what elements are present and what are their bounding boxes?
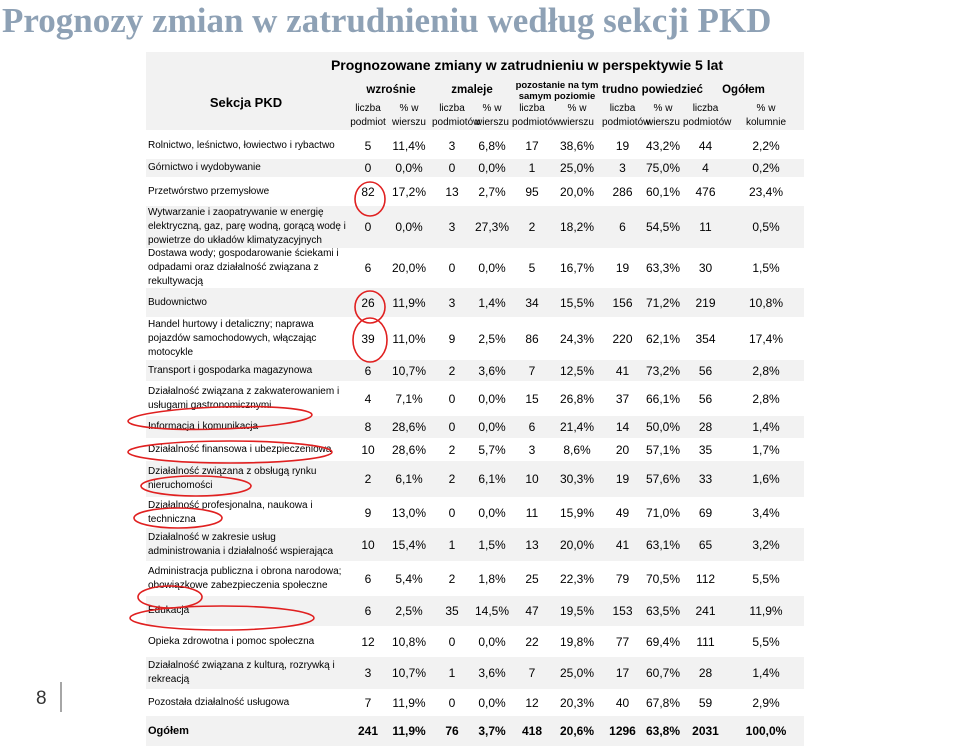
row-label: Przetwórstwo przemysłowe bbox=[148, 185, 270, 197]
table-cell: 82 bbox=[361, 184, 375, 199]
table-cell: 6 bbox=[619, 220, 626, 234]
column-subheader: liczba bbox=[519, 103, 545, 114]
table-cell: 5,7% bbox=[478, 442, 506, 457]
table-cell: 11,9% bbox=[749, 604, 783, 618]
column-subheader: liczba bbox=[692, 103, 719, 114]
table-cell: 43,2% bbox=[645, 138, 681, 153]
table-cell: 19 bbox=[615, 472, 630, 486]
column-subheader: podmiotów bbox=[683, 117, 732, 128]
table-cell: 3 bbox=[528, 442, 536, 457]
table-cell: 286 bbox=[612, 184, 633, 199]
table-cell: 15,5% bbox=[559, 295, 595, 310]
table-cell: 0,0% bbox=[478, 695, 506, 710]
table-cell: 241 bbox=[695, 604, 716, 618]
table-cell: 220 bbox=[612, 331, 633, 346]
table-cell: 20,6% bbox=[559, 724, 595, 738]
table-cell: 69 bbox=[698, 505, 713, 520]
table-cell: 59 bbox=[698, 695, 713, 710]
table-cell: 17 bbox=[525, 138, 539, 153]
table-cell: 24,3% bbox=[559, 331, 595, 346]
table-cell: 0,0% bbox=[478, 391, 506, 406]
table-cell: 35 bbox=[698, 442, 713, 457]
table-cell: 10 bbox=[361, 442, 375, 457]
table-cell: 20,0% bbox=[559, 537, 595, 552]
table-cell: 11,4% bbox=[392, 138, 426, 153]
table-cell: 15 bbox=[525, 391, 539, 406]
table-row bbox=[146, 317, 804, 360]
table-cell: 1,7% bbox=[752, 442, 780, 457]
table-cell: 34 bbox=[525, 295, 539, 310]
table-cell: 6,1% bbox=[478, 472, 506, 486]
table-cell: 2031 bbox=[692, 724, 719, 738]
table-cell: 5,4% bbox=[395, 571, 423, 586]
table-cell: 37 bbox=[615, 391, 630, 406]
table-cell: 2,5% bbox=[395, 604, 423, 618]
table-cell: 1296 bbox=[609, 724, 636, 738]
row-label: Pozostała działalność usługowa bbox=[148, 696, 290, 708]
table-cell: 6 bbox=[364, 571, 372, 586]
table-cell: 6 bbox=[364, 363, 372, 378]
column-subheader: liczba bbox=[609, 103, 636, 114]
table-cell: 476 bbox=[695, 184, 716, 199]
table-cell: 418 bbox=[521, 724, 543, 738]
table-row bbox=[146, 461, 804, 497]
table-row bbox=[146, 716, 804, 746]
table-row bbox=[146, 528, 804, 561]
table-cell: 23,4% bbox=[748, 184, 784, 199]
table-cell: 25,0% bbox=[559, 666, 595, 680]
column-subheader: wierszu bbox=[560, 117, 594, 128]
table-cell: 6,8% bbox=[478, 138, 506, 153]
table-cell: 35 bbox=[445, 604, 459, 618]
table-cell: 22 bbox=[525, 634, 539, 649]
employment-forecast-table bbox=[146, 52, 804, 738]
table-cell: 0,2% bbox=[752, 161, 780, 175]
row-header: Sekcja PKD bbox=[209, 95, 283, 110]
table-cell: 1 bbox=[528, 161, 536, 175]
column-subheader: % w bbox=[756, 103, 776, 114]
table-cell: 111 bbox=[696, 634, 715, 649]
row-label: Administracja publiczna i obrona narodowa; obowiązkowe zabezpieczenia społeczne bbox=[148, 565, 342, 591]
table-cell: 3 bbox=[448, 220, 456, 234]
table-cell: 66,1% bbox=[645, 391, 681, 406]
table-cell: 50,0% bbox=[645, 420, 681, 434]
table-row bbox=[146, 438, 804, 461]
table-cell: 0,0% bbox=[478, 161, 506, 175]
table-cell: 4 bbox=[702, 161, 709, 175]
row-label: Budownictwo bbox=[148, 296, 207, 308]
table-cell: 14 bbox=[615, 420, 630, 434]
table-cell: 41 bbox=[615, 537, 630, 552]
table-cell: 2 bbox=[448, 363, 456, 378]
table-cell: 62,1% bbox=[645, 331, 681, 346]
table-cell: 3 bbox=[364, 666, 372, 680]
table-cell: 15,4% bbox=[391, 537, 427, 552]
table-cell: 2,7% bbox=[478, 184, 506, 199]
table-cell: 10,8% bbox=[391, 634, 427, 649]
table-cell: 16,7% bbox=[559, 261, 595, 275]
table-cell: 7 bbox=[528, 363, 536, 378]
table-cell: 11,0% bbox=[392, 331, 426, 346]
table-cell: 2 bbox=[448, 472, 456, 486]
group-header: Ogółem bbox=[722, 84, 765, 96]
table-cell: 2,2% bbox=[752, 138, 780, 153]
row-label: Działalność finansowa i ubezpieczeniowa bbox=[148, 443, 332, 455]
row-label: Ogółem bbox=[148, 725, 189, 737]
row-label: Dostawa wody; gospodarowanie ściekami i odpadami oraz działalność związana z rekultywacją bbox=[148, 248, 339, 287]
table-cell: 1,5% bbox=[478, 537, 506, 552]
table-cell: 112 bbox=[695, 571, 716, 586]
table-cell: 6,1% bbox=[395, 472, 423, 486]
table-cell: 11,9% bbox=[392, 724, 426, 738]
table-cell: 25 bbox=[525, 571, 539, 586]
group-header: zmaleje bbox=[451, 84, 493, 96]
table-cell: 10,7% bbox=[391, 666, 427, 680]
row-label: Górnictwo i wydobywanie bbox=[148, 162, 261, 173]
column-subheader: liczba bbox=[439, 103, 465, 114]
table-cell: 20,0% bbox=[559, 184, 595, 199]
table-cell: 30,3% bbox=[559, 472, 595, 486]
table-cell: 63,8% bbox=[645, 724, 681, 738]
table-cell: 3,2% bbox=[752, 537, 780, 552]
row-label: Działalność związana z obsługą rynku nieruchomości bbox=[148, 466, 317, 491]
table-cell: 153 bbox=[612, 604, 633, 618]
table-cell: 19,8% bbox=[559, 634, 595, 649]
table-cell: 0 bbox=[448, 634, 456, 649]
table-cell: 1,6% bbox=[752, 472, 780, 486]
column-subheader: % w bbox=[482, 103, 502, 114]
table-cell: 20 bbox=[615, 442, 630, 457]
table-cell: 65 bbox=[698, 537, 713, 552]
table-cell: 1,5% bbox=[752, 261, 780, 275]
table-cell: 0 bbox=[448, 261, 456, 275]
table-cell: 0,0% bbox=[478, 261, 506, 275]
table-cell: 0 bbox=[448, 695, 456, 710]
table-cell: 3,6% bbox=[478, 666, 506, 680]
table-cell: 10 bbox=[361, 537, 375, 552]
table-cell: 44 bbox=[698, 138, 713, 153]
table-cell: 4 bbox=[364, 391, 372, 406]
table-cell: 19,5% bbox=[559, 604, 595, 618]
group-header: trudno powiedzieć bbox=[602, 84, 703, 96]
table-cell: 1,4% bbox=[478, 295, 506, 310]
table-cell: 0,0% bbox=[478, 505, 506, 520]
table-cell: 2,5% bbox=[478, 331, 506, 346]
table-cell: 3 bbox=[448, 138, 456, 153]
table-cell: 28 bbox=[698, 420, 713, 434]
table-cell: 63,5% bbox=[645, 604, 681, 618]
table-cell: 22,3% bbox=[559, 571, 595, 586]
table-cell: 2,9% bbox=[752, 695, 780, 710]
table-cell: 25,0% bbox=[559, 161, 595, 175]
table-cell: 26 bbox=[361, 295, 375, 310]
table-cell: 10 bbox=[525, 472, 539, 486]
row-label: Handel hurtowy i detaliczny; naprawa pojazdów samochodowych, włączając motocykle bbox=[148, 318, 317, 358]
table-row bbox=[146, 159, 804, 177]
table-row bbox=[146, 248, 804, 288]
table-cell: 77 bbox=[615, 634, 630, 649]
table-cell: 9 bbox=[448, 331, 456, 346]
table-cell: 5,5% bbox=[752, 634, 780, 649]
column-subheader: liczba bbox=[355, 103, 381, 114]
row-label: Działalność związana z kulturą, rozrywką i rekreacją bbox=[148, 660, 335, 685]
table-row bbox=[146, 689, 804, 716]
table-cell: 2,8% bbox=[752, 391, 780, 406]
table-cell: 63,3% bbox=[645, 261, 681, 275]
table-cell: 75,0% bbox=[645, 161, 681, 175]
table-cell: 0,0% bbox=[478, 420, 506, 434]
table-cell: 49 bbox=[615, 505, 630, 520]
table-cell: 28,6% bbox=[391, 420, 427, 434]
table-cell: 13 bbox=[525, 537, 539, 552]
table-cell: 28,6% bbox=[391, 442, 427, 457]
column-subheader: % w bbox=[567, 103, 587, 114]
table-cell: 7 bbox=[528, 666, 536, 680]
table-cell: 0,0% bbox=[478, 634, 506, 649]
table-cell: 60,1% bbox=[645, 184, 681, 199]
table-cell: 13 bbox=[445, 184, 459, 199]
table-cell: 56 bbox=[698, 363, 713, 378]
table-cell: 219 bbox=[695, 295, 716, 310]
table-cell: 100,0% bbox=[745, 724, 787, 738]
table-cell: 28 bbox=[698, 666, 713, 680]
table-cell: 71,0% bbox=[645, 505, 681, 520]
column-subheader: % w bbox=[399, 103, 419, 114]
table-cell: 19 bbox=[615, 138, 630, 153]
table-cell: 7,1% bbox=[395, 391, 423, 406]
table-cell: 10,8% bbox=[748, 295, 784, 310]
table-cell: 0,5% bbox=[752, 220, 780, 234]
table-cell: 70,5% bbox=[645, 571, 681, 586]
row-label: Działalność profesjonalna, naukowa i techniczna bbox=[148, 499, 313, 525]
table-row bbox=[146, 360, 804, 381]
table-cell: 1,4% bbox=[752, 420, 780, 434]
main-header: Prognozowane zmiany w zatrudnieniu w perspektywie 5 lat bbox=[330, 57, 724, 73]
table-cell: 6 bbox=[364, 261, 372, 275]
column-subheader: wierszu bbox=[392, 117, 426, 128]
table-cell: 41 bbox=[615, 363, 630, 378]
group-header: wzrośnie bbox=[366, 84, 416, 96]
table-cell: 15,9% bbox=[559, 505, 595, 520]
table-cell: 2 bbox=[448, 442, 456, 457]
row-label: Transport i gospodarka magazynowa bbox=[148, 364, 313, 376]
table-row bbox=[146, 206, 804, 248]
table-cell: 27,3% bbox=[474, 220, 510, 234]
table-cell: 47 bbox=[525, 604, 539, 618]
column-subheader: podmiotów bbox=[512, 117, 561, 128]
row-label: Informacja i komunikacja bbox=[148, 421, 259, 432]
table-cell: 20,0% bbox=[391, 261, 427, 275]
table-cell: 95 bbox=[525, 184, 539, 199]
table-cell: 73,2% bbox=[645, 363, 681, 378]
table-cell: 79 bbox=[615, 571, 630, 586]
table-cell: 40 bbox=[615, 695, 630, 710]
table-cell: 2 bbox=[448, 571, 456, 586]
row-label: Wytwarzanie i zaopatrywanie w energię elektryczną, gaz, parę wodną, gorącą wodę i powietrze do układów klimatyzacyjnych bbox=[148, 207, 346, 246]
table-cell: 67,8% bbox=[645, 695, 681, 710]
table-row bbox=[146, 561, 804, 596]
table-cell: 1,8% bbox=[478, 571, 506, 586]
table-cell: 12 bbox=[361, 634, 375, 649]
table-cell: 69,4% bbox=[645, 634, 681, 649]
table-cell: 0,0% bbox=[395, 161, 423, 175]
table-cell: 0 bbox=[364, 220, 372, 234]
table-cell: 9 bbox=[364, 505, 372, 520]
table-cell: 0 bbox=[448, 161, 456, 175]
table-row bbox=[146, 177, 804, 206]
column-subheader: podmiot bbox=[350, 117, 386, 128]
table-row bbox=[146, 381, 804, 416]
table-cell: 0 bbox=[364, 161, 372, 175]
table-cell: 5,5% bbox=[752, 571, 780, 586]
table-cell: 33 bbox=[698, 472, 713, 486]
table-cell: 19 bbox=[615, 261, 630, 275]
table-cell: 71,2% bbox=[645, 295, 681, 310]
table-cell: 63,1% bbox=[645, 537, 681, 552]
table-cell: 12 bbox=[525, 695, 539, 710]
table-cell: 10,7% bbox=[391, 363, 427, 378]
table-row bbox=[146, 132, 804, 159]
table-cell: 3 bbox=[619, 161, 626, 175]
row-label: Działalność w zakresie usług administrowania i działalność wspierająca bbox=[148, 531, 334, 557]
table-row bbox=[146, 416, 804, 438]
table-cell: 20,3% bbox=[559, 695, 595, 710]
page-number: 8 bbox=[36, 688, 47, 709]
table-cell: 0 bbox=[448, 505, 456, 520]
table-cell: 354 bbox=[695, 331, 716, 346]
table-cell: 2 bbox=[364, 472, 372, 486]
table-cell: 39 bbox=[361, 331, 375, 346]
table-cell: 14,5% bbox=[474, 604, 510, 618]
table-cell: 54,5% bbox=[645, 220, 681, 234]
table-row bbox=[146, 657, 804, 689]
table-cell: 1,4% bbox=[752, 666, 780, 680]
column-subheader: kolumnie bbox=[745, 117, 787, 128]
table-cell: 241 bbox=[357, 724, 379, 738]
table-cell: 3,4% bbox=[752, 505, 780, 520]
table-cell: 57,6% bbox=[645, 472, 681, 486]
table-cell: 7 bbox=[364, 695, 372, 710]
table-cell: 3 bbox=[448, 295, 456, 310]
table-cell: 86 bbox=[525, 331, 539, 346]
table-cell: 57,1% bbox=[645, 442, 681, 457]
table-cell: 18,2% bbox=[559, 220, 595, 234]
table-cell: 0 bbox=[448, 420, 456, 434]
table-cell: 76 bbox=[445, 724, 459, 738]
table-cell: 8 bbox=[364, 420, 372, 434]
table-cell: 21,4% bbox=[559, 420, 595, 434]
table-cell: 6 bbox=[528, 420, 536, 434]
table-cell: 0,0% bbox=[395, 220, 423, 234]
table-cell: 156 bbox=[612, 295, 633, 310]
column-subheader: podmiotów bbox=[432, 117, 481, 128]
table-cell: 8,6% bbox=[563, 442, 591, 457]
table-cell: 38,6% bbox=[559, 138, 595, 153]
table-cell: 2,8% bbox=[752, 363, 780, 378]
table-cell: 3,7% bbox=[478, 724, 506, 738]
group-header: pozostanie na tym bbox=[515, 80, 599, 91]
table-cell: 17,4% bbox=[748, 331, 784, 346]
table-cell: 1 bbox=[448, 537, 456, 552]
column-subheader: podmiotów bbox=[602, 117, 651, 128]
group-header: samym poziomie bbox=[518, 91, 596, 102]
table-cell: 13,0% bbox=[391, 505, 427, 520]
row-label: Rolnictwo, leśnictwo, łowiectwo i rybactwo bbox=[148, 139, 335, 151]
table-cell: 5 bbox=[528, 261, 536, 275]
slide-title: Prognozy zmian w zatrudnieniu według sekcji PKD bbox=[2, 1, 772, 40]
table-cell: 56 bbox=[698, 391, 713, 406]
table-row bbox=[146, 288, 804, 317]
table-cell: 11,9% bbox=[392, 295, 426, 310]
table-cell: 12,5% bbox=[559, 363, 595, 378]
table-row bbox=[146, 626, 804, 657]
table-cell: 1 bbox=[448, 666, 456, 680]
column-subheader: wierszu bbox=[475, 117, 509, 128]
table-cell: 17,2% bbox=[391, 184, 427, 199]
table-cell: 2 bbox=[528, 220, 536, 234]
table-cell: 5 bbox=[364, 138, 372, 153]
table-row bbox=[146, 497, 804, 528]
table-cell: 11,9% bbox=[392, 695, 426, 710]
column-subheader: % w bbox=[653, 103, 673, 114]
table-cell: 0 bbox=[448, 391, 456, 406]
row-label: Edukacja bbox=[148, 605, 190, 616]
table-cell: 60,7% bbox=[645, 666, 681, 680]
table-row bbox=[146, 596, 804, 626]
table-cell: 6 bbox=[364, 604, 372, 618]
table-cell: 3,6% bbox=[478, 363, 506, 378]
row-label: Opieka zdrowotna i pomoc społeczna bbox=[148, 635, 315, 647]
page-divider bbox=[60, 682, 62, 712]
table-cell: 26,8% bbox=[559, 391, 595, 406]
table-cell: 11 bbox=[525, 505, 539, 520]
column-subheader: wierszu bbox=[646, 117, 680, 128]
table-cell: 17 bbox=[615, 666, 630, 680]
table-cell: 11 bbox=[699, 220, 712, 234]
table-cell: 30 bbox=[698, 261, 713, 275]
row-label: Działalność związana z zakwaterowaniem i usługami gastronomicznymi bbox=[148, 385, 340, 411]
